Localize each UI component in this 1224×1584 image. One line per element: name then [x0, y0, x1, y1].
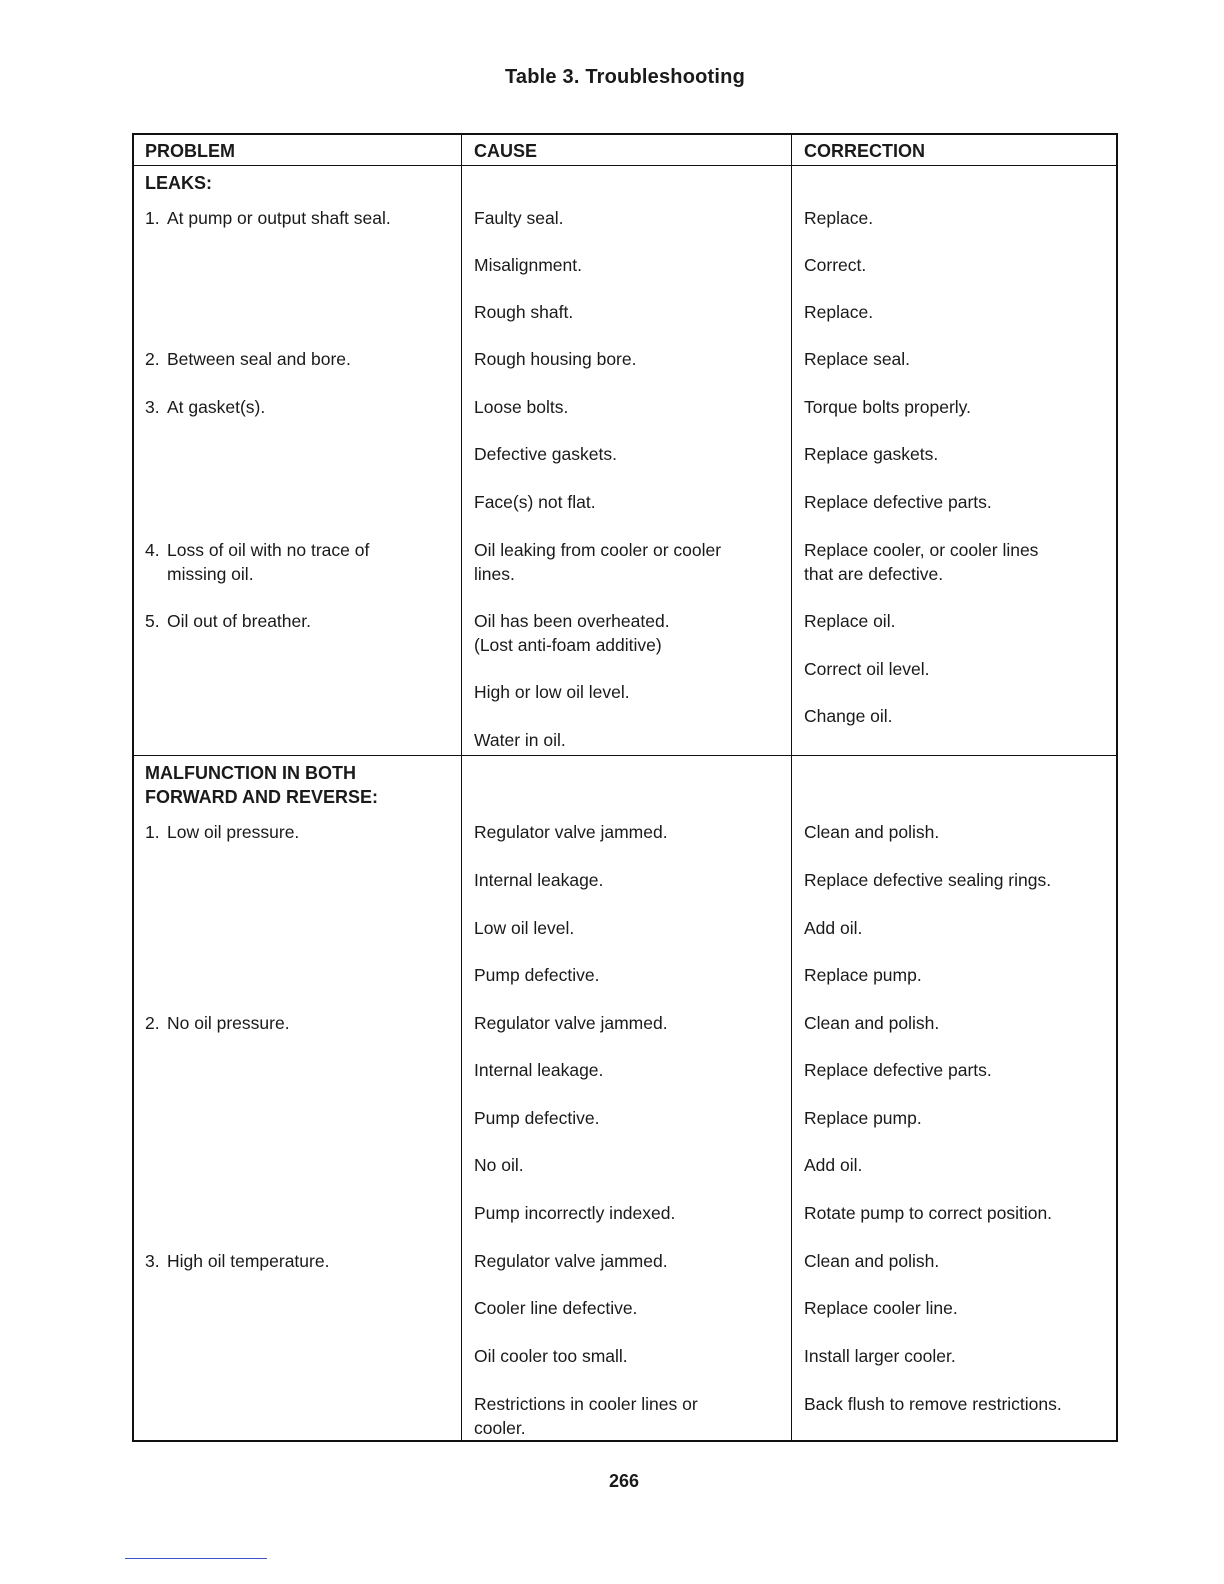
problem-number: 3.: [145, 1251, 160, 1271]
cause-text: Pump incorrectly indexed.: [474, 1203, 676, 1223]
cause-text: Oil has been overheated.: [474, 611, 670, 631]
correction-text: Replace seal.: [804, 349, 911, 369]
problem-text: Oil out of breather.: [167, 611, 311, 631]
section-heading-malfunction-continued: FORWARD AND REVERSE:: [145, 787, 379, 807]
cause-text-continued: lines.: [474, 564, 515, 584]
problem-text: Between seal and bore.: [167, 349, 351, 369]
correction-text: Rotate pump to correct position.: [804, 1203, 1053, 1223]
correction-text: Add oil.: [804, 1155, 863, 1175]
problem-number: 4.: [145, 540, 160, 560]
cause-text: Rough housing bore.: [474, 349, 637, 369]
problem-text: High oil temperature.: [167, 1251, 330, 1271]
correction-text: Back flush to remove restrictions.: [804, 1394, 1062, 1414]
correction-text-continued: that are defective.: [804, 564, 944, 584]
header-correction: CORRECTION: [804, 141, 925, 161]
cause-text: Pump defective.: [474, 965, 600, 985]
cause-text: Oil cooler too small.: [474, 1346, 628, 1366]
cause-text: Regulator valve jammed.: [474, 1251, 668, 1271]
correction-text: Replace cooler, or cooler lines: [804, 540, 1039, 560]
correction-text: Replace pump.: [804, 965, 922, 985]
cause-text: Restrictions in cooler lines or: [474, 1394, 698, 1414]
column-divider-correction: [791, 135, 792, 1440]
problem-number: 3.: [145, 397, 160, 417]
cause-text: Water in oil.: [474, 730, 566, 750]
problem-text: No oil pressure.: [167, 1013, 290, 1033]
problem-item: [145, 206, 391, 230]
cause-text-continued: cooler.: [474, 1418, 526, 1438]
correction-text: Install larger cooler.: [804, 1346, 956, 1366]
problem-number: 2.: [145, 1013, 160, 1033]
cause-text: Misalignment.: [474, 255, 582, 275]
problem-item: [145, 538, 369, 562]
correction-text: Replace cooler line.: [804, 1298, 958, 1318]
correction-text: Replace defective parts.: [804, 1060, 992, 1080]
problem-text: Low oil pressure.: [167, 822, 300, 842]
problem-number: 2.: [145, 349, 160, 369]
cause-text: Face(s) not flat.: [474, 492, 596, 512]
correction-text: Replace.: [804, 208, 874, 228]
problem-item: [145, 1249, 329, 1273]
problem-text-continued: missing oil.: [167, 564, 254, 584]
correction-text: Change oil.: [804, 706, 893, 726]
correction-text: Replace oil.: [804, 611, 896, 631]
problem-number: 5.: [145, 611, 160, 631]
problem-item: [145, 395, 265, 419]
cause-text: Loose bolts.: [474, 397, 569, 417]
cause-text: No oil.: [474, 1155, 524, 1175]
correction-text: Replace defective parts.: [804, 492, 992, 512]
correction-text: Correct oil level.: [804, 659, 930, 679]
problem-item: [145, 1011, 290, 1035]
correction-text: Replace gaskets.: [804, 444, 939, 464]
problem-number: 1.: [145, 208, 160, 228]
correction-text: Torque bolts properly.: [804, 397, 971, 417]
cause-text: Regulator valve jammed.: [474, 1013, 668, 1033]
correction-text: Correct.: [804, 255, 867, 275]
header-problem: PROBLEM: [145, 141, 235, 161]
header-divider: [134, 165, 1116, 166]
problem-item: [145, 609, 311, 633]
section-heading-malfunction: MALFUNCTION IN BOTH: [145, 763, 356, 783]
header-cause: CAUSE: [474, 141, 538, 161]
cause-text-continued: (Lost anti-foam additive): [474, 635, 662, 655]
page-title: Table 3. Troubleshooting: [505, 66, 745, 88]
page-number: 266: [608, 1471, 640, 1491]
cause-text: High or low oil level.: [474, 682, 630, 702]
cause-text: Oil leaking from cooler or cooler: [474, 540, 722, 560]
correction-text: Replace defective sealing rings.: [804, 870, 1052, 890]
problem-item: [145, 820, 299, 844]
cause-text: Low oil level.: [474, 918, 575, 938]
cause-text: Faulty seal.: [474, 208, 564, 228]
section-divider: [134, 755, 1116, 756]
cause-text: Rough shaft.: [474, 302, 574, 322]
section-heading-leaks: LEAKS:: [145, 173, 212, 193]
problem-item: [145, 347, 351, 371]
cause-text: Defective gaskets.: [474, 444, 617, 464]
problem-text: At pump or output shaft seal.: [167, 208, 391, 228]
column-divider-cause: [461, 135, 462, 1440]
correction-text: Clean and polish.: [804, 822, 940, 842]
cause-text: Regulator valve jammed.: [474, 822, 668, 842]
correction-text: Clean and polish.: [804, 1251, 940, 1271]
footer-rule: [125, 1558, 267, 1559]
problem-number: 1.: [145, 822, 160, 842]
problem-text: At gasket(s).: [167, 397, 266, 417]
cause-text: Pump defective.: [474, 1108, 600, 1128]
correction-text: Add oil.: [804, 918, 863, 938]
cause-text: Internal leakage.: [474, 1060, 604, 1080]
correction-text: Replace.: [804, 302, 874, 322]
correction-text: Clean and polish.: [804, 1013, 940, 1033]
cause-text: Cooler line defective.: [474, 1298, 638, 1318]
problem-text: Loss of oil with no trace of: [167, 540, 370, 560]
correction-text: Replace pump.: [804, 1108, 922, 1128]
troubleshooting-table: [132, 133, 1118, 1442]
cause-text: Internal leakage.: [474, 870, 604, 890]
